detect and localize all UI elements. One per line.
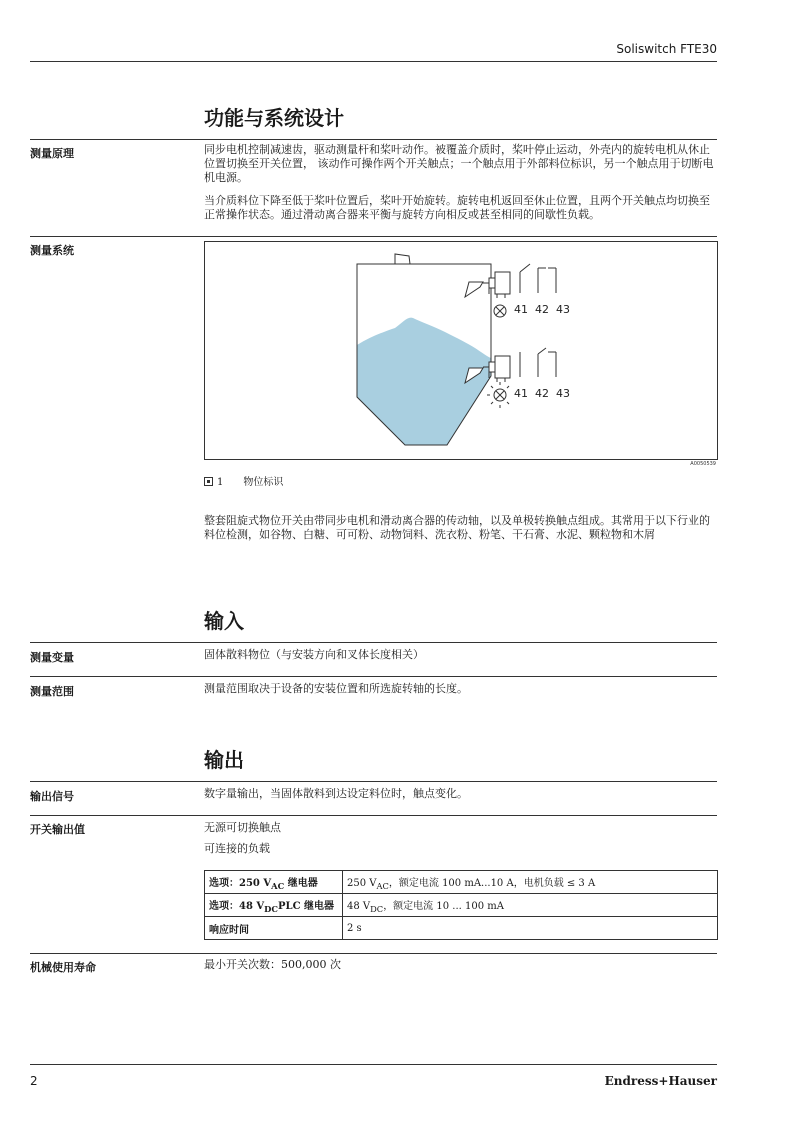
label-measured-variable: 测量变量: [30, 651, 74, 664]
table-cell-value: 48 $V_{DC}$，额定电流 10 ... 100 mA: [343, 894, 718, 917]
output-signal-text: 数字量输出，当固体散料到达设定料位时，触点变化。: [204, 787, 468, 800]
figure-icon: [204, 477, 213, 486]
indicator-lamp-on-icon: [487, 382, 509, 408]
system-description: 整套阻旋式物位开关由带同步电机和滑动离合器的传动轴，以及单极转换触点组成。其常用于以下行业的料位检测，如谷物、白糖、可可粉、动物饲料、洗衣粉、粉笔、干石膏、水泥、颗粒物和木屑: [204, 514, 710, 541]
rule: [30, 236, 717, 237]
switch-output-line-1: 无源可切换触点: [204, 821, 281, 834]
table-cell-value: 2 s: [343, 917, 718, 940]
figure-number: 1: [217, 477, 224, 488]
switch-load-table: [204, 870, 718, 940]
silo-inlet: [395, 254, 410, 264]
table-cell-value: 250 $V_{AC}$，额定电流 100 mA...10 A，电机负载 ≤ 3 A: [343, 871, 718, 894]
rule: [30, 642, 717, 643]
terminal-labels-top: 41 42 43: [514, 303, 570, 316]
header-rule: [30, 61, 717, 62]
mechanical-life-text: 最小开关次数：500,000 次: [204, 958, 341, 971]
rule: [30, 676, 717, 677]
principle-paragraph-1: 同步电机控制减速齿，驱动测量杆和桨叶动作。被覆盖介质时，桨叶停止运动，外壳内的旋转电机从休止位置切换至开关位置， 该动作可操作两个开关触点；一个触点用于外部料位标识，另一个触点用于切断电机电源。: [204, 143, 714, 184]
contacts-top: [520, 264, 556, 293]
section-title-function: 功能与系统设计: [204, 106, 344, 130]
level-detection-figure: [204, 241, 718, 460]
table-cell-option: 选项：48 $V_{DC}PLC$ 继电器: [205, 894, 343, 917]
terminal-labels-bottom: 41 42 43: [514, 387, 570, 400]
label-output-signal: 输出信号: [30, 790, 74, 803]
section-title-output: 输出: [204, 748, 244, 772]
table-row: [205, 917, 718, 940]
label-measuring-system: 测量系统: [30, 244, 74, 257]
figure-caption-text: 物位标识: [243, 477, 284, 488]
label-mechanical-life: 机械使用寿命: [30, 961, 96, 974]
indicator-lamp-off-icon: [494, 305, 506, 317]
rule: [30, 815, 717, 816]
label-switch-output: 开关输出值: [30, 823, 85, 836]
section-title-input: 输入: [204, 609, 244, 633]
measuring-range-text: 测量范围取决于设备的安装位置和所选旋转轴的长度。: [204, 682, 468, 695]
switch-output-line-2: 可连接的负载: [204, 842, 270, 855]
figure-caption: [204, 473, 283, 488]
figure-id: A0050539: [690, 461, 716, 467]
table-row: [205, 894, 718, 917]
rule: [30, 139, 717, 140]
label-measuring-principle: 测量原理: [30, 147, 74, 160]
footer-rule: [30, 1064, 717, 1065]
page-number: 2: [30, 1074, 38, 1088]
table-row: [205, 871, 718, 894]
label-measuring-range: 测量范围: [30, 685, 74, 698]
rule: [30, 781, 717, 782]
principle-paragraph-2: 当介质料位下降至低于桨叶位置后，桨叶开始旋转。旋转电机返回至休止位置，且两个开关触点均切换至正常操作状态。通过滑动离合器来平衡与旋转方向相反或甚至相同的间歇性负载。: [204, 194, 710, 221]
level-switch-top: [465, 272, 510, 298]
table-cell-option: 响应时间: [205, 917, 343, 940]
brand-name: Endress+Hauser: [604, 1074, 717, 1088]
bulk-material-fill: [357, 318, 491, 445]
measured-variable-text: 固体散料物位（与安装方向和叉体长度相关）: [204, 648, 424, 661]
silo-diagram: [205, 242, 717, 459]
rule: [30, 953, 717, 954]
contacts-bottom: [520, 348, 556, 377]
table-cell-option: 选项：250 $V_{AC}$ 继电器: [205, 871, 343, 894]
header-product-name: Soliswitch FTE30: [616, 42, 717, 56]
